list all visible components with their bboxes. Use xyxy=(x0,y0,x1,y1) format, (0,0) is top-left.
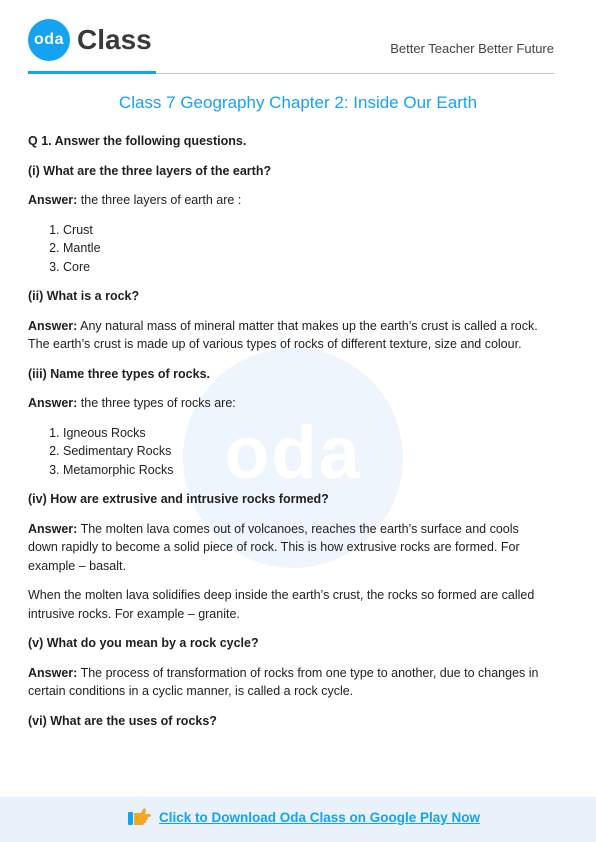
download-app-link[interactable]: Click to Download Oda Class on Google Play Now xyxy=(159,810,481,825)
answer-label: Answer: xyxy=(28,193,78,207)
list-item: 2. Mantle xyxy=(63,239,548,258)
answer-2: Answer: Any natural mass of mineral matter that makes up the earth’s crust is called a rock. The earth’s crust is made up of various types of rocks of different texture, size and colour. xyxy=(28,318,538,351)
page-title: Class 7 Geography Chapter 2: Inside Our Earth xyxy=(118,93,478,112)
logo-text: Class xyxy=(77,24,152,55)
question-3: (iii) Name three types of rocks. xyxy=(28,366,211,381)
list-item: 3. Core xyxy=(63,258,548,277)
list-item: 2. Sedimentary Rocks xyxy=(63,442,548,461)
watermark-logo: oda xyxy=(183,348,403,568)
rock-types-list xyxy=(28,424,548,480)
question-4: (iv) How are extrusive and intrusive rocks formed? xyxy=(28,492,329,506)
page-header xyxy=(0,0,596,80)
answer-label: Answer: xyxy=(28,665,78,680)
header-accent-bar xyxy=(28,71,156,74)
oda-logo-icon: oda xyxy=(28,19,70,61)
tagline: Better Teacher Better Future xyxy=(390,41,554,56)
answer-1: Answer: the three layers of earth are : xyxy=(28,193,242,207)
layers-list xyxy=(28,221,548,277)
list-item: 1. Crust xyxy=(63,221,548,240)
answer-label: Answer: xyxy=(28,318,78,333)
section-heading: Q 1. Answer the following questions. xyxy=(28,134,247,148)
question-1: (i) What are the three layers of the earth? xyxy=(28,163,272,178)
answer-label: Answer: xyxy=(28,521,78,536)
answer-4: Answer: The molten lava comes out of volcanoes, reaches the earth’s surface and cools down rapidly to become a solid piece of rock. This is how extrusive rocks are formed. For example – basalt. xyxy=(28,521,520,573)
answer-4-continued: When the molten lava solidifies deep inside the earth’s crust, the rocks so formed are called intrusive rocks. For example – granite. xyxy=(28,588,535,621)
answer-label: Answer: xyxy=(28,396,78,410)
answer-3: Answer: the three types of rocks are: xyxy=(28,396,236,410)
question-6: (vi) What are the uses of rocks? xyxy=(28,713,217,728)
answer-5: Answer: The process of transformation of rocks from one type to another, due to changes in certain conditions in a cyclic manner, is called a rock cycle. xyxy=(28,665,539,698)
question-5: (v) What do you mean by a rock cycle? xyxy=(28,636,259,650)
document-body xyxy=(28,132,548,741)
pointing-hand-icon xyxy=(128,806,152,828)
list-item: 3. Metamorphic Rocks xyxy=(63,461,548,480)
question-2: (ii) What is a rock? xyxy=(28,289,140,303)
list-item: 1. Igneous Rocks xyxy=(63,424,548,443)
